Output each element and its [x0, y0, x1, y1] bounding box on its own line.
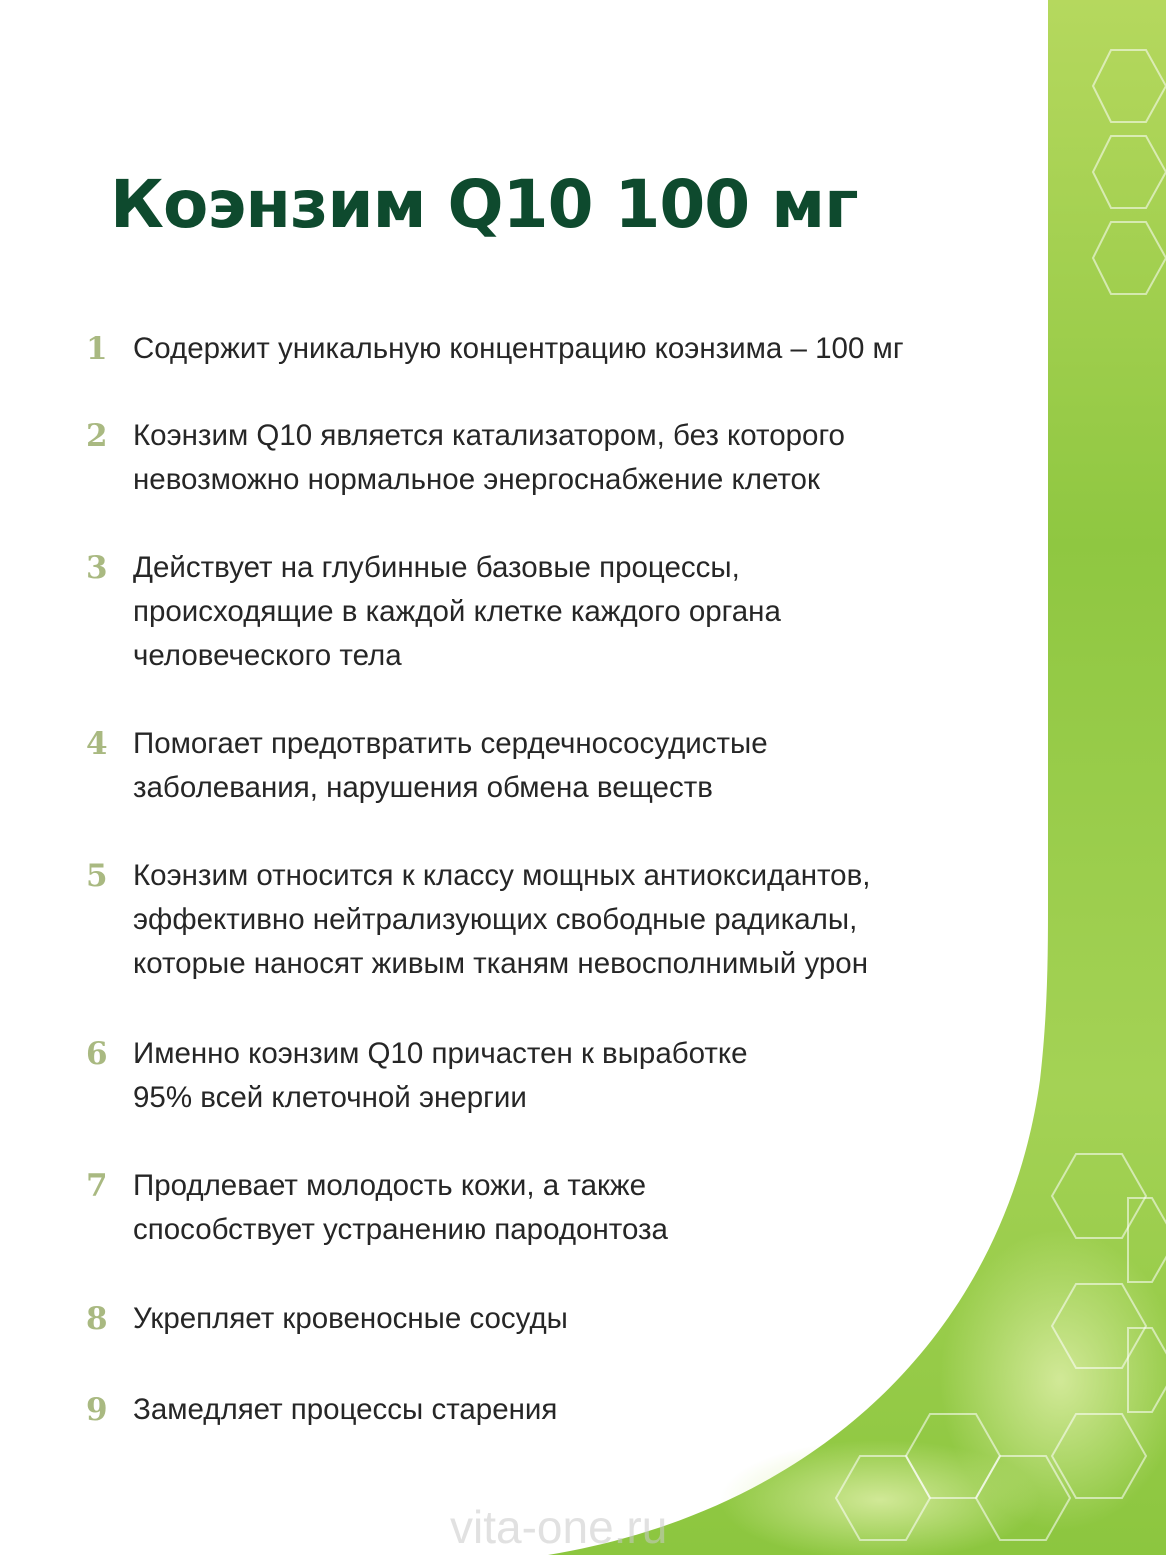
item-number: 6 — [86, 1036, 108, 1072]
item-text: Укрепляет кровеносные сосуды — [133, 1302, 568, 1335]
watermark: vita-one.ru — [450, 1501, 668, 1553]
item-number: 8 — [86, 1301, 108, 1337]
item-number: 2 — [86, 418, 108, 454]
item-text: Коэнзим Q10 является катализатором, без которого невозможно нормальное энергоснабжение клеток — [133, 419, 845, 496]
item-text: Замедляет процессы старения — [133, 1393, 558, 1426]
item-number: 1 — [86, 331, 108, 367]
item-number: 3 — [86, 550, 108, 586]
item-text: Именно коэнзим Q10 причастен к выработке 95% всей клеточной энергии — [133, 1037, 748, 1114]
item-text: Действует на глубинные базовые процессы, происходящие в каждой клетке каждого органа человеческого тела — [133, 551, 781, 672]
page-title: Коэнзим Q10 100 мг — [110, 166, 858, 243]
item-text: Помогает предотвратить сердечнососудистые заболевания, нарушения обмена веществ — [133, 727, 768, 804]
item-number: 7 — [86, 1168, 108, 1204]
item-text: Коэнзим относится к классу мощных антиоксидантов, эффективно нейтрализующих свободные радикалы, которые наносят живым тканям невосполнимый урон — [133, 859, 871, 980]
item-number: 9 — [86, 1392, 108, 1428]
item-number: 4 — [86, 726, 108, 762]
item-text: Содержит уникальную концентрацию коэнзима – 100 мг — [133, 332, 904, 365]
item-text: Продлевает молодость кожи, а также способствует устранению пародонтоза — [133, 1169, 668, 1246]
item-number: 5 — [86, 858, 108, 894]
